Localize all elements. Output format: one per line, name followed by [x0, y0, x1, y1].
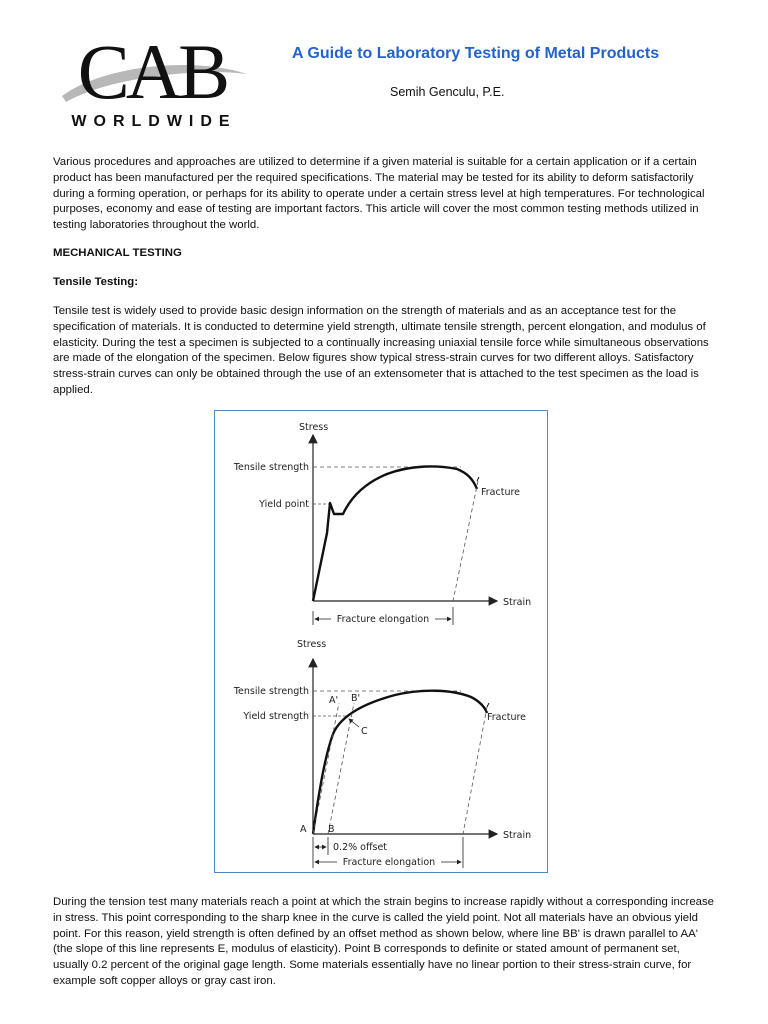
section-heading: MECHANICAL TESTING [53, 247, 182, 259]
tensile-strength-label-1: Tensile strength [233, 462, 309, 473]
diagram-yield-point [233, 422, 531, 625]
yield-point-label-1: Yield point [259, 499, 309, 510]
cab-worldwide-logo [52, 26, 252, 130]
yield-strength-label-2: Yield strength [243, 711, 309, 722]
fracture-elongation-label-2: Fracture elongation [342, 857, 436, 868]
point-b-prime-label: B' [351, 693, 361, 704]
unload-line-1 [453, 481, 478, 601]
tensile-paragraph: Tensile test is widely used to provide basic design information on the strength of materials and as an acceptance test for the specification of materials. It is conducted to determine yield strength, ultimate tensile strength, percent elongation, and modulus of elasticity. During the test a specimen is subjected to a continually increasing uniaxial tensile force while simultaneous observations are made of the elongation of the specimen. Below figures show typical stress-strain curves for two different alloys. Satisfactory stress-strain curves can only be obtained through the use of an extensometer that is attached to the test specimen as the load is applied. [53, 305, 709, 396]
fracture-mark-2 [487, 703, 489, 707]
logo-subtext: WORLDWIDE [71, 113, 237, 130]
point-a-prime-label: A' [329, 695, 339, 706]
stress-strain-curve-2 [313, 691, 487, 834]
fracture-elongation-label-1: Fracture elongation [336, 614, 430, 625]
stress-strain-curve-1 [313, 466, 477, 601]
strain-label-1: Strain [503, 597, 532, 608]
stress-label-1: Stress [299, 422, 329, 433]
stress-label-2: Stress [297, 639, 327, 650]
point-c-arrow [349, 719, 359, 727]
point-a-label: A [300, 824, 307, 835]
intro-paragraph: Various procedures and approaches are utilized to determine if a given material is suitable for a certain application or if a certain product has been manufactured per the required specifications. The material may be tested for its ability to deform satisfactorily during a forming operation, or perhaps for its ability to operate under a certain stress level at high temperatures. For technological purposes, economy and ease of testing are important factors. This article will cover the most common testing methods utilized in testing laboratories throughout the world. [53, 156, 705, 232]
point-b-label: B [328, 824, 335, 835]
document-author: Semih Genculu, P.E. [390, 85, 505, 99]
tensile-strength-label-2: Tensile strength [233, 686, 309, 697]
strain-label-2: Strain [503, 830, 532, 841]
logo-mark: CAB [77, 28, 227, 115]
diagram-offset-yield [233, 639, 531, 868]
fracture-label-2: Fracture [487, 712, 527, 723]
point-c-label: C [361, 726, 368, 737]
fracture-label-1: Fracture [481, 487, 521, 498]
document-title: A Guide to Laboratory Testing of Metal Products [292, 45, 660, 62]
subsection-heading: Tensile Testing: [53, 276, 139, 288]
offset-label: 0.2% offset [333, 842, 388, 853]
yield-paragraph: During the tension test many materials reach a point at which the strain begins to increase rapidly without a corresponding increase in stress. This point corresponding to the sharp knee in the curve is called the yield point. Not all materials have an obvious yield point. For this reason, yield strength is often defined by an offset method as shown below, where line BB' is drawn parallel to AA' (the slope of this line represents E, modulus of elasticity). Point B corresponds to definite or stated amount of permanent set, usually 0.2 percent of the original gage length. Some materials essentially have no linear portion to their stress-strain curve, for example soft copper alloys or gray cast iron. [53, 896, 715, 987]
fracture-mark-1 [477, 477, 479, 481]
unload-line-2 [463, 707, 487, 834]
stress-strain-figure [214, 410, 548, 873]
